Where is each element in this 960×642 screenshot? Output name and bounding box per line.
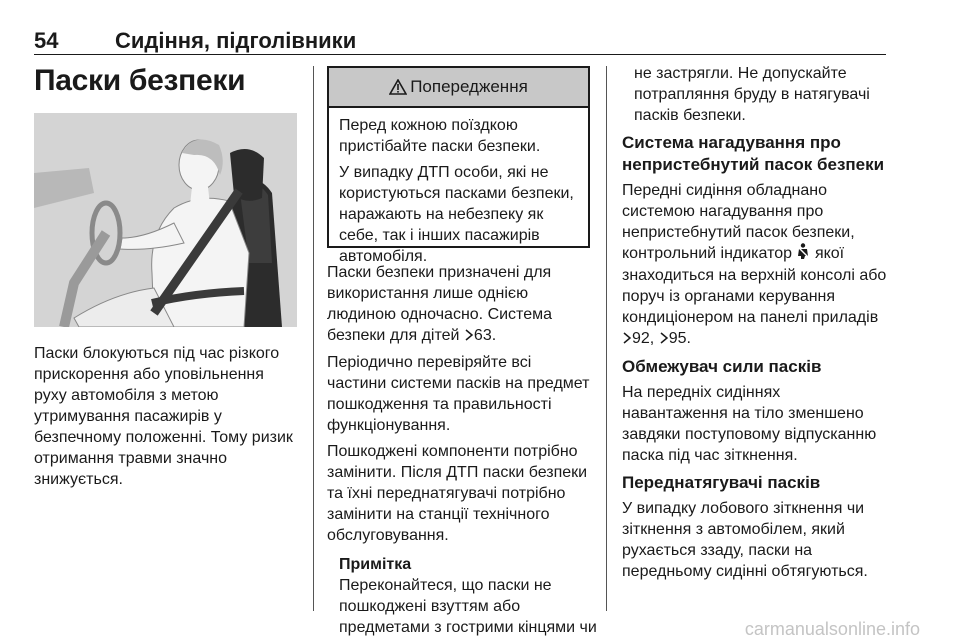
text-line: себе, так і інших пасажирів [339,227,540,244]
text-line: знижується. [34,471,123,488]
text-line: У випадку лобового зіткнення чи [622,500,865,517]
text-line: отримання травми значно [34,450,228,467]
page-ref-link[interactable]: 63 [473,327,492,344]
text-line: пошкодження та правильності [327,396,552,413]
heading-line: Система нагадування про [622,133,841,152]
text-line: Паски безпеки призначені для [327,264,552,281]
page-ref-link[interactable]: 95 [668,330,687,347]
text-line: використання лише однією [327,285,529,302]
text-line: 92, 95. [622,328,890,350]
text-line: безпеки для дітей 63. [327,325,597,347]
warning-header [329,68,588,108]
text-line: Перед кожною поїздкою [339,117,518,134]
text-line: паска під час зіткнення. [622,447,798,464]
page-ref-arrow-icon [622,329,632,350]
note-block [339,554,597,638]
seatbelt-illustration [34,113,297,327]
text-line: не застрягли. Не допускайте [634,65,847,82]
seated-driver-icon [34,113,297,327]
text-fragment: безпеки для дітей [327,327,460,344]
text-line: обслуговування. [327,527,449,544]
column-three [622,63,890,587]
text-line: зіткнення з автомобілем, який [622,521,845,538]
text-line: автомобіля. [339,248,428,265]
text-line: завдяки поступовому відпусканню [622,426,877,443]
text-line: людиною одночасно. Система [327,306,552,323]
section-title: Паски безпеки [34,64,246,97]
text-line: пристібайте паски безпеки. [339,138,541,155]
column-two [327,262,597,638]
seatbelt-indicator-icon [796,243,810,265]
chapter-title: Сидіння, підголівники [115,28,357,53]
heading-line: непристебнутий пасок безпеки [622,155,885,174]
text-line: функціонування. [327,417,451,434]
text-line: Періодично перевіряйте всі [327,354,532,371]
text-line: Передні сидіння обладнано [622,182,828,199]
header-divider [34,54,886,55]
text-line: Пошкоджені компоненти потрібно [327,443,578,460]
text-line: поруч із органами керування [622,288,836,305]
text-line: пошкоджені взуттям або [339,598,521,615]
text-line: користуються пасками безпеки, [339,185,574,202]
text-line: Паски блокуються під час різкого [34,345,280,362]
text-line: пасків безпеки. [634,107,746,124]
text-line: рухається ззаду, паски на [622,542,813,559]
text-line: На передніх сидіннях [622,384,781,401]
text-fragment: якої [814,245,845,262]
heading-load-limiter: Обмежувач сили пасків [622,357,822,376]
text-line: руху автомобіля з метою [34,387,219,404]
text-line: наражають на небезпеку як [339,206,544,223]
text-line: потрапляння бруду в натягувачі [634,86,870,103]
text-line: навантаження на тіло зменшено [622,405,864,422]
text-line: кондиціонером на панелі приладів [622,309,879,326]
warning-triangle-icon [389,79,407,95]
text-line: безпечному положенні. Тому ризик [34,429,293,446]
page-ref-link[interactable]: 92 [632,330,650,347]
note-title: Примітка [339,556,412,573]
warning-box [327,66,590,265]
text-line: системою нагадування про [622,203,824,220]
warning-title: Попередження [410,77,528,96]
page-ref-arrow-icon [464,326,474,347]
intro-paragraph [34,343,302,490]
text-line: Переконайтеся, що паски не [339,577,552,594]
watermark: carmanualsonline.info [744,619,920,639]
text-fragment: контрольний індикатор [622,245,793,262]
text-line: та їхні переднатягувачі потрібно [327,485,566,502]
text-line: передньому сидінні обтягуються. [622,563,868,580]
text-line: непристебнутий пасок безпеки, [622,224,855,241]
page-number: 54 [34,28,59,53]
column-divider [313,66,314,611]
text-line: замінити на станції технічного [327,506,550,523]
text-line: знаходиться на верхній консолі або [622,267,887,284]
heading-seatbelt-reminder [622,132,890,176]
text-line: частини системи пасків на предмет [327,375,590,392]
text-line: прискорення або уповільнення [34,366,264,383]
heading-pretensioners: Переднатягувачі пасків [622,473,821,492]
text-line: предметами з гострими кінцями чи [339,619,597,636]
text-line: замінити. Після ДТП паски безпеки [327,464,588,481]
column-divider [606,66,607,611]
text-line: утримування пасажирів у [34,408,222,425]
page-ref-arrow-icon [659,329,669,350]
text-line: У випадку ДТП особи, які не [339,164,549,181]
text-line [622,243,890,265]
